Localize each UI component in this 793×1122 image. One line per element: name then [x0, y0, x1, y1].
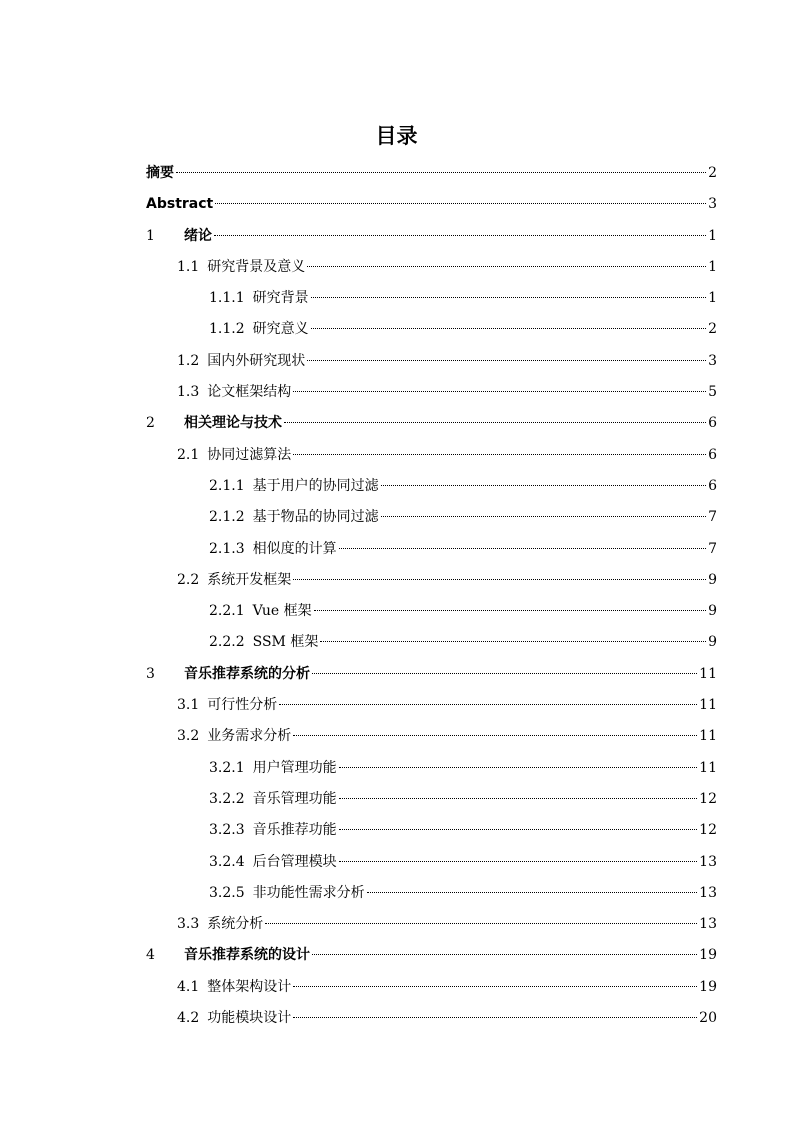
toc-entry-title: 功能模块设计	[207, 1010, 292, 1027]
toc-entry-title: 论文框架结构	[207, 384, 292, 401]
toc-entry[interactable]	[146, 189, 717, 220]
toc-entry-page-number: 9	[708, 571, 717, 588]
toc-dot-leader	[293, 986, 697, 987]
toc-entry-title: 相关理论与技术	[184, 415, 282, 432]
toc-dot-leader	[320, 641, 706, 642]
toc-entry-number: 2.2	[177, 571, 200, 588]
toc-entry-page-number: 19	[699, 947, 717, 964]
toc-dot-leader	[311, 297, 706, 298]
toc-dot-leader	[176, 172, 706, 173]
toc-title: 目录	[375, 124, 418, 148]
toc-entry[interactable]	[146, 283, 717, 314]
toc-entry-page-number: 19	[699, 978, 717, 995]
toc-entry-page-number: 1	[708, 258, 717, 275]
toc-entry-page-number: 6	[708, 477, 717, 494]
toc-dot-leader	[215, 203, 706, 204]
toc-entry-number: 3.2.2	[209, 790, 245, 807]
toc-entry[interactable]	[146, 784, 717, 815]
toc-entry-number: 2.2.1	[209, 603, 245, 620]
toc-dot-leader	[367, 892, 698, 893]
toc-entry[interactable]	[146, 377, 717, 408]
toc-dot-leader	[312, 673, 697, 674]
toc-entry-number: 1.1.2	[209, 321, 245, 338]
toc-dot-leader	[314, 610, 706, 611]
toc-entry[interactable]	[146, 565, 717, 596]
table-of-contents	[146, 158, 717, 1034]
toc-dot-leader	[293, 579, 706, 580]
toc-dot-leader	[307, 266, 706, 267]
toc-entry-page-number: 2	[708, 321, 717, 338]
toc-entry[interactable]	[146, 815, 717, 846]
toc-entry-page-number: 3	[708, 196, 717, 213]
toc-entry[interactable]	[146, 440, 717, 471]
toc-dot-leader	[293, 1017, 697, 1018]
toc-entry-number: 3.1	[177, 697, 200, 714]
toc-entry-number: 2.1	[177, 446, 200, 463]
toc-entry-number: 3.2.1	[209, 759, 245, 776]
toc-entry-title: 系统分析	[207, 916, 264, 933]
toc-entry-page-number: 6	[708, 415, 717, 432]
toc-entry-page-number: 6	[708, 446, 717, 463]
toc-entry[interactable]	[146, 314, 717, 345]
toc-entry-title: 业务需求分析	[207, 728, 292, 745]
toc-entry-title: 研究背景	[252, 290, 309, 307]
toc-entry-title: 基于物品的协同过滤	[252, 509, 379, 526]
toc-dot-leader	[293, 454, 706, 455]
toc-entry-title: 音乐推荐系统的分析	[184, 665, 310, 682]
toc-entry-page-number: 1	[708, 227, 717, 244]
toc-entry-page-number: 7	[708, 509, 717, 526]
toc-dot-leader	[381, 516, 706, 517]
toc-entry-number: 3.2.4	[209, 853, 245, 870]
toc-entry-number: 1.3	[177, 384, 200, 401]
toc-dot-leader	[284, 422, 706, 423]
toc-entry-page-number: 3	[708, 352, 717, 369]
toc-entry[interactable]	[146, 471, 717, 502]
toc-entry-page-number: 7	[708, 540, 717, 557]
toc-entry[interactable]	[146, 346, 717, 377]
toc-entry[interactable]	[146, 408, 717, 439]
toc-entry[interactable]	[146, 1003, 717, 1034]
toc-entry-title: 音乐管理功能	[252, 790, 337, 807]
toc-entry[interactable]	[146, 972, 717, 1003]
toc-dot-leader	[339, 798, 698, 799]
toc-entry-title: 后台管理模块	[252, 853, 337, 870]
toc-entry-number: 3.2	[177, 728, 200, 745]
toc-entry-page-number: 9	[708, 603, 717, 620]
toc-entry[interactable]	[146, 847, 717, 878]
toc-entry[interactable]	[146, 753, 717, 784]
toc-entry-title: 国内外研究现状	[207, 352, 306, 369]
toc-dot-leader	[339, 767, 698, 768]
toc-entry-page-number: 13	[699, 884, 717, 901]
toc-entry-title: 摘要	[146, 165, 174, 181]
toc-entry[interactable]	[146, 659, 717, 690]
toc-entry[interactable]	[146, 596, 717, 627]
toc-entry-page-number: 11	[699, 665, 717, 682]
toc-entry-number: 1.2	[177, 352, 200, 369]
toc-entry-title: 用户管理功能	[252, 759, 337, 776]
toc-entry[interactable]	[146, 221, 717, 252]
toc-entry-number: 3	[146, 665, 155, 682]
toc-dot-leader	[339, 829, 698, 830]
toc-entry-page-number: 12	[699, 790, 717, 807]
toc-entry-number: 4	[146, 947, 155, 964]
toc-dot-leader	[339, 861, 698, 862]
toc-entry[interactable]	[146, 627, 717, 658]
toc-entry-page-number: 11	[699, 759, 717, 776]
toc-entry-page-number: 1	[708, 290, 717, 307]
toc-entry-page-number: 2	[708, 165, 717, 181]
toc-entry-page-number: 12	[699, 822, 717, 839]
toc-entry-number: 2.1.3	[209, 540, 245, 557]
toc-entry-number: 4.2	[177, 1010, 200, 1027]
toc-entry-number: 1	[146, 227, 155, 244]
toc-entry-title: 音乐推荐功能	[252, 822, 337, 839]
toc-entry-page-number: 11	[699, 697, 717, 714]
toc-dot-leader	[265, 923, 697, 924]
toc-entry-title: 基于用户的协同过滤	[252, 477, 379, 494]
toc-entry-number: 2	[146, 415, 155, 432]
toc-dot-leader	[214, 235, 706, 236]
toc-entry-number: 2.2.2	[209, 634, 245, 651]
toc-entry-title: 协同过滤算法	[207, 446, 292, 463]
toc-entry[interactable]	[146, 158, 717, 189]
toc-entry[interactable]	[146, 721, 717, 752]
toc-entry-number: 1.1.1	[209, 290, 245, 307]
toc-entry-number: 3.2.3	[209, 822, 245, 839]
toc-dot-leader	[339, 548, 706, 549]
toc-entry[interactable]	[146, 502, 717, 533]
toc-entry-number: 2.1.2	[209, 509, 245, 526]
toc-dot-leader	[312, 954, 697, 955]
toc-dot-leader	[293, 735, 697, 736]
toc-entry-title: 研究背景及意义	[207, 258, 306, 275]
toc-entry[interactable]	[146, 252, 717, 283]
toc-entry-title: 系统开发框架	[207, 571, 292, 588]
toc-dot-leader	[307, 360, 706, 361]
toc-entry-title: 非功能性需求分析	[252, 884, 365, 901]
toc-entry-page-number: 9	[708, 634, 717, 651]
toc-entry[interactable]	[146, 909, 717, 940]
toc-entry[interactable]	[146, 690, 717, 721]
toc-entry-page-number: 11	[699, 728, 717, 745]
toc-entry-title: Abstract	[146, 196, 214, 213]
toc-dot-leader	[279, 704, 697, 705]
toc-entry[interactable]	[146, 940, 717, 971]
toc-entry-title: 可行性分析	[207, 697, 278, 714]
toc-entry-title: 音乐推荐系统的设计	[184, 947, 310, 964]
toc-entry-page-number: 13	[699, 853, 717, 870]
toc-entry-title: 整体架构设计	[207, 978, 292, 995]
toc-entry-title: 相似度的计算	[252, 540, 337, 557]
toc-entry-number: 4.1	[177, 978, 200, 995]
toc-entry[interactable]	[146, 878, 717, 909]
toc-entry-number: 2.1.1	[209, 477, 245, 494]
toc-dot-leader	[311, 328, 706, 329]
toc-entry-number: 1.1	[177, 258, 200, 275]
toc-dot-leader	[293, 391, 706, 392]
toc-dot-leader	[381, 485, 706, 486]
toc-entry[interactable]	[146, 534, 717, 565]
toc-entry-number: 3.3	[177, 916, 200, 933]
toc-entry-page-number: 5	[708, 384, 717, 401]
toc-entry-title: 研究意义	[252, 321, 309, 338]
toc-entry-title: 绪论	[184, 227, 212, 244]
toc-entry-title: Vue 框架	[252, 603, 312, 620]
toc-entry-page-number: 13	[699, 916, 717, 933]
toc-entry-title: SSM 框架	[252, 634, 319, 651]
toc-entry-number: 3.2.5	[209, 884, 245, 901]
toc-entry-page-number: 20	[699, 1010, 717, 1027]
